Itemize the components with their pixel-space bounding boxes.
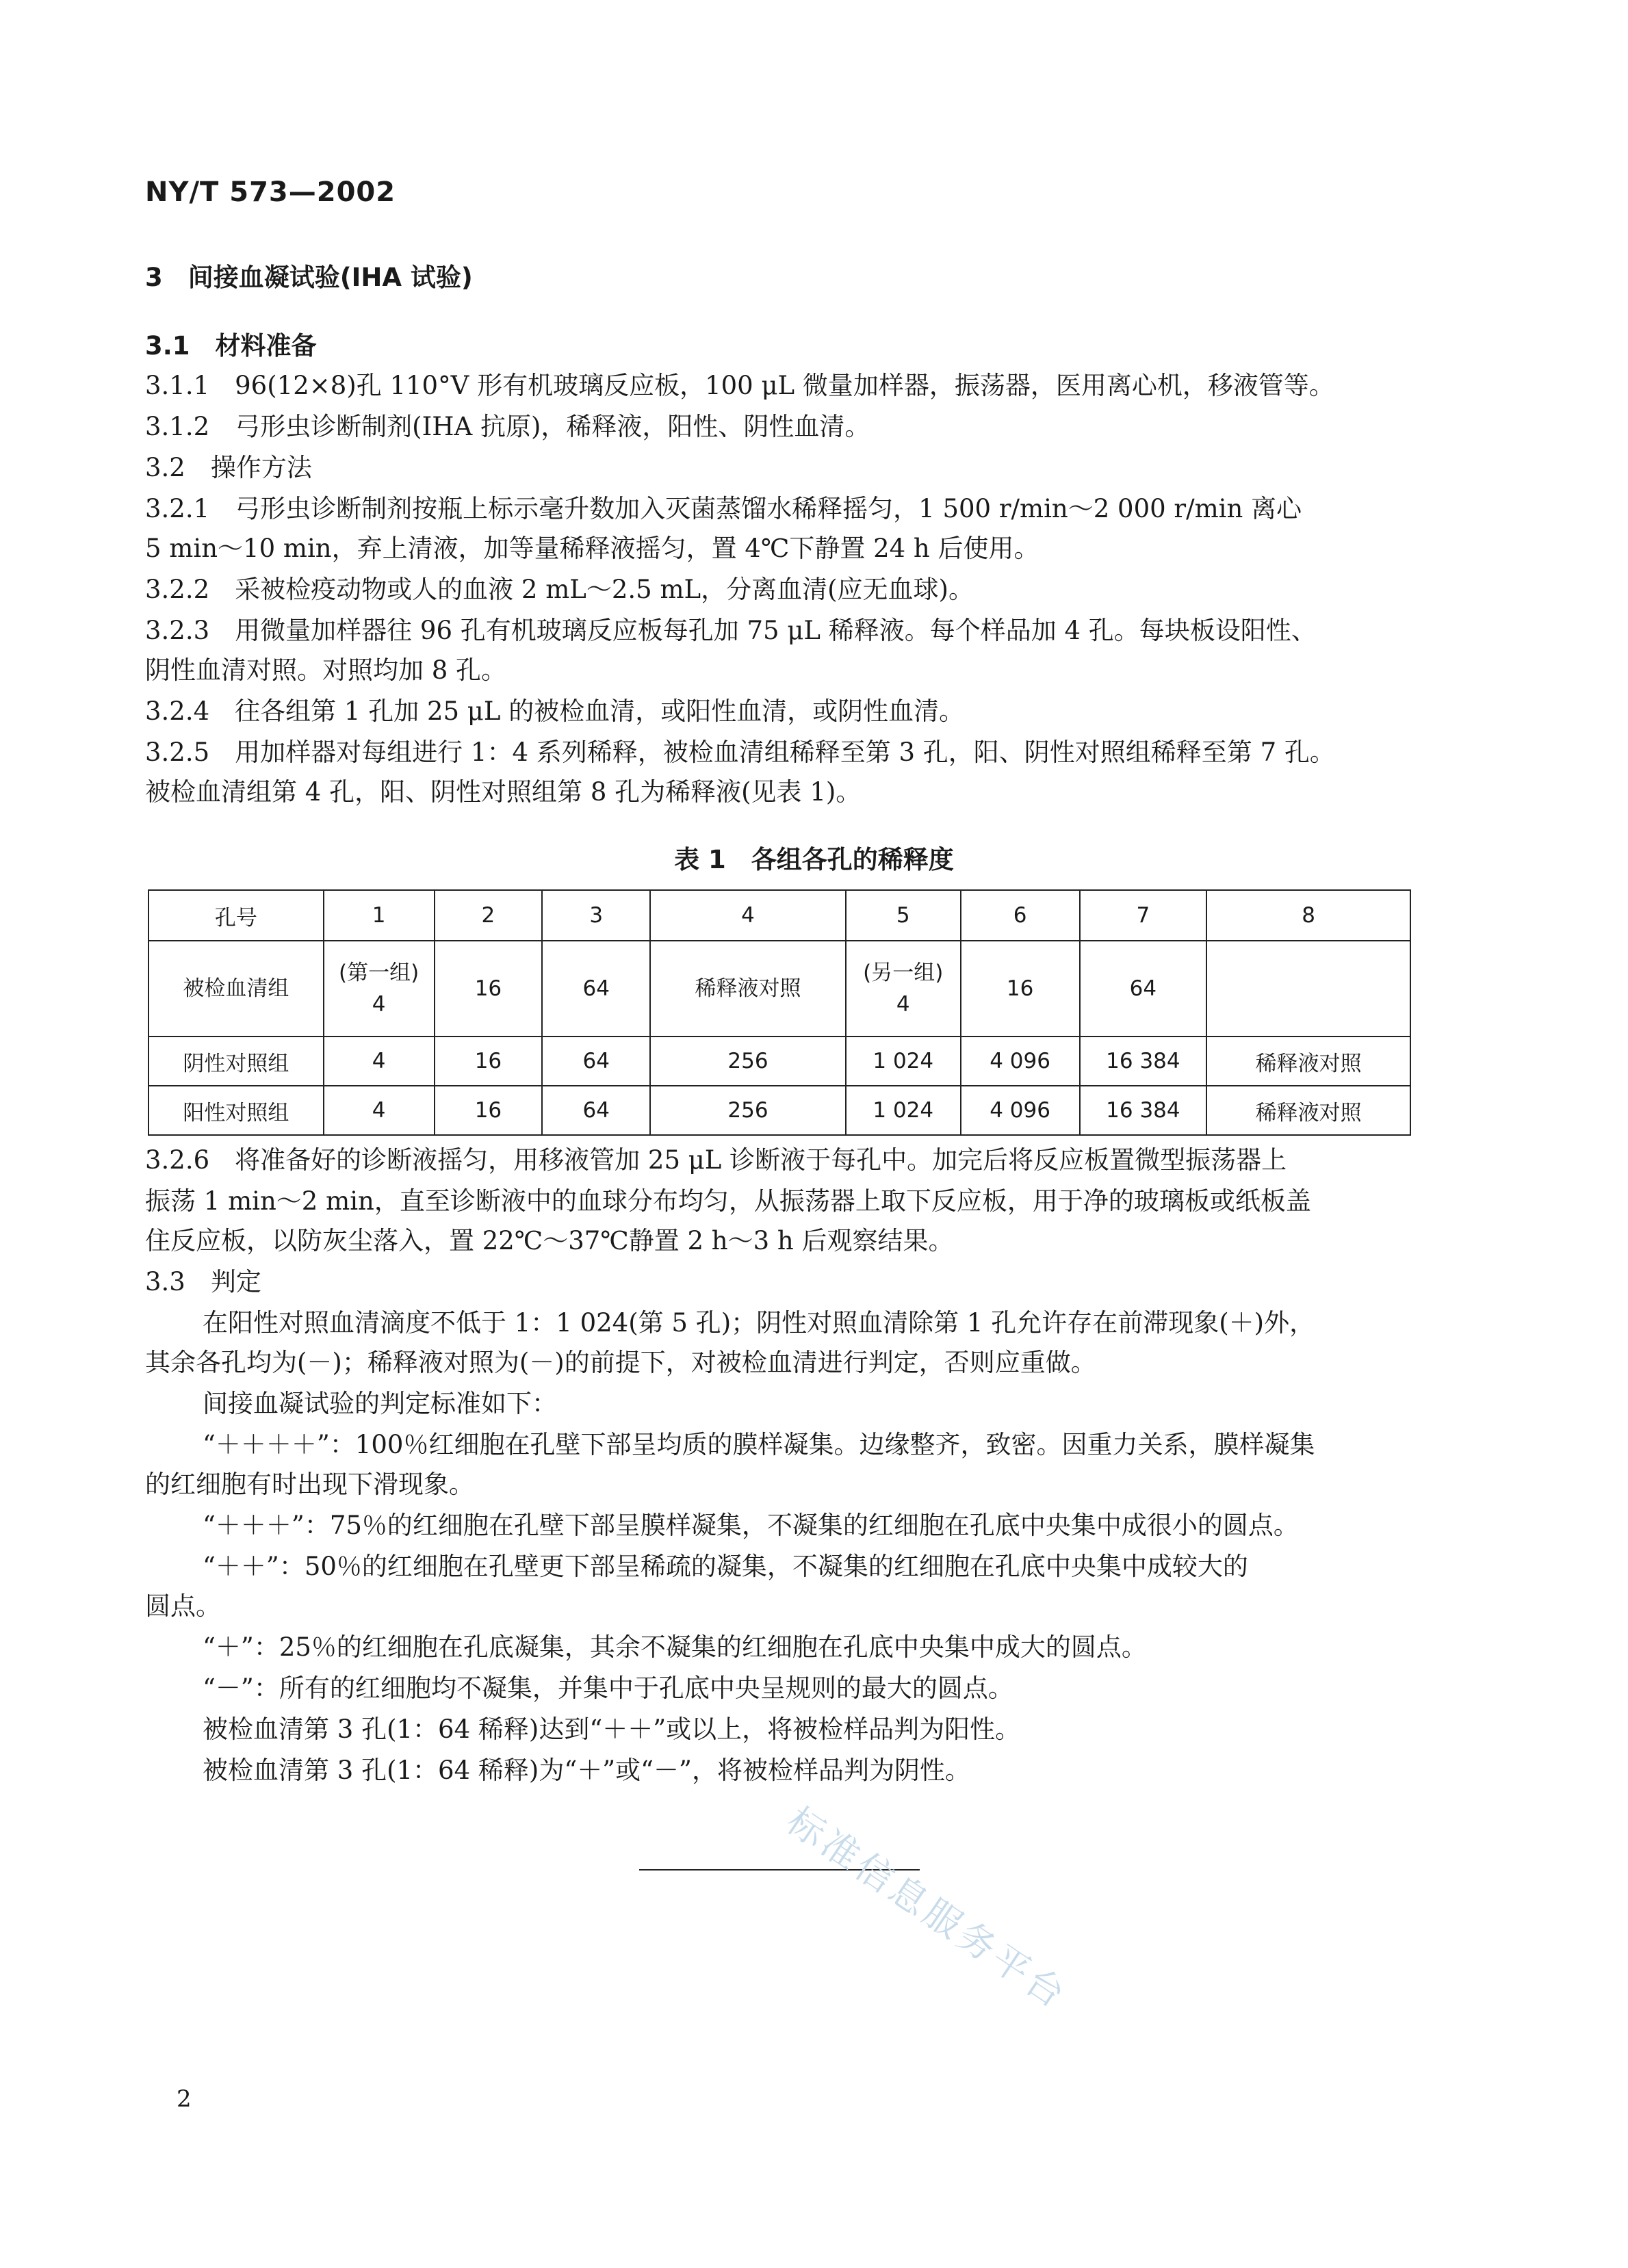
paragraph: 3.2.6 将准备好的诊断液摇匀，用移液管加 25 μL 诊断液于每孔中。加完后将反应板置微型振荡器上 [145,1145,1287,1175]
paragraph: 3.2.5 用加样器对每组进行 1：4 系列稀释，被检血清组稀释至第 3 孔，阳、阴性对照组稀释至第 7 孔。 [145,738,1335,767]
paragraph: 被检血清第 3 孔(1：64 稀释)达到“＋＋”或以上，将被检样品判为阳性。 [203,1715,1021,1744]
paragraph: 被检血清第 3 孔(1：64 稀释)为“＋”或“－”，将被检样品判为阴性。 [203,1756,970,1785]
table-header-cell: 8 [1206,890,1410,941]
paragraph: 住反应板，以防灰尘落入，置 22℃～37℃静置 2 h～3 h 后观察结果。 [145,1226,954,1255]
table-header-cell: 1 [324,890,435,941]
table-cell: 4 [324,1086,435,1135]
paragraph: 3.2.2 采被检疫动物或人的血液 2 mL～2.5 mL，分离血清(应无血球)。 [145,575,974,604]
paragraph: 其余各孔均为(－)；稀释液对照为(－)的前提下，对被检血清进行判定，否则应重做。 [145,1348,1096,1377]
cell-value: 4 [896,992,910,1017]
paragraph: 振荡 1 min～2 min，直至诊断液中的血球分布均匀，从振荡器上取下反应板，用于净的玻璃板或纸板盖 [145,1186,1311,1216]
table-header-cell: 孔号 [148,890,324,941]
subsection-title: 3.1 材料准备 [145,331,317,361]
paragraph: “＋”：25％的红细胞在孔底凝集，其余不凝集的红细胞在孔底中央集中成大的圆点。 [203,1632,1147,1662]
page-number: 2 [177,2085,192,2113]
table-cell: 64 [542,1086,650,1135]
paragraph: 在阳性对照血清滴度不低于 1：1 024(第 5 孔)；阴性对照血清除第 1 孔允许存在前滞现象(＋)外， [203,1308,1315,1338]
table-header-cell: 2 [435,890,543,941]
table-cell: 4 [324,1037,435,1086]
paragraph: 间接血凝试验的判定标准如下： [203,1389,557,1418]
paragraph: 被检血清组第 4 孔，阳、阴性对照组第 8 孔为稀释液(见表 1)。 [145,777,862,807]
table-cell: 4 096 [961,1037,1080,1086]
table-header-cell: 4 [650,890,846,941]
subsection-title: 3.2 操作方法 [145,453,312,482]
row-label: 被检血清组 [148,941,324,1037]
table-cell: 16 [435,1086,543,1135]
table-cell: 16 384 [1080,1037,1207,1086]
table-header-cell: 5 [846,890,961,941]
table-row [148,1037,1410,1086]
paragraph: 3.2.3 用微量加样器往 96 孔有机玻璃反应板每孔加 75 μL 稀释液。每个样品加 4 孔。每块板设阳性、 [145,616,1317,645]
table-cell: 1 024 [846,1037,961,1086]
table-cell [846,941,961,1037]
paragraph: “＋＋＋”：75％的红细胞在孔壁下部呈膜样凝集，不凝集的红细胞在孔底中央集中成很小的圆点。 [203,1511,1299,1540]
row-label: 阴性对照组 [148,1037,324,1086]
table-header-cell: 6 [961,890,1080,941]
group-note: (第一组) [338,961,419,985]
table-cell [1206,941,1410,1037]
table-cell: 16 [435,1037,543,1086]
table-row [148,1086,1410,1135]
standard-code: NY/T 573—2002 [145,177,396,208]
table-cell: 256 [650,1086,846,1135]
group-note: (另一组) [863,961,944,985]
paragraph: 5 min～10 min，弃上清液，加等量稀释液摇匀，置 4℃下静置 24 h 后使用。 [145,534,1039,563]
table-cell: 1 024 [846,1086,961,1135]
table-cell: 256 [650,1037,846,1086]
row-label: 阳性对照组 [148,1086,324,1135]
paragraph: 3.1.2 弓形虫诊断制剂(IHA 抗原)，稀释液，阳性、阴性血清。 [145,412,870,441]
table-cell: 4 096 [961,1086,1080,1135]
table-cell: 稀释液对照 [1206,1037,1410,1086]
table-cell: 64 [542,941,650,1037]
table-caption: 表 1 各组各孔的稀释度 [674,845,954,874]
table-cell: 16 [961,941,1080,1037]
paragraph: 圆点。 [145,1591,221,1621]
section-title: 3 间接血凝试验(IHA 试验) [145,263,473,292]
paragraph: 3.2.1 弓形虫诊断制剂按瓶上标示毫升数加入灭菌蒸馏水稀释摇匀，1 500 r/min～2 000 r/min 离心 [145,494,1302,523]
subsection-title: 3.3 判定 [145,1267,261,1296]
paragraph: “＋＋”：50％的红细胞在孔壁更下部呈稀疏的凝集，不凝集的红细胞在孔底中央集中成较大的 [203,1552,1248,1581]
table-header-cell: 7 [1080,890,1207,941]
dilution-table [148,889,1411,1136]
cell-value: 4 [372,992,386,1017]
paragraph: 3.2.4 往各组第 1 孔加 25 μL 的被检血清，或阳性血清，或阴性血清。 [145,696,965,726]
table-row [148,941,1410,1037]
paragraph: 3.1.1 96(12×8)孔 110°V 形有机玻璃反应板，100 μL 微量加样器，振荡器，医用离心机，移液管等。 [145,371,1334,400]
paragraph: “－”：所有的红细胞均不凝集，并集中于孔底中央呈规则的最大的圆点。 [203,1673,1013,1703]
paragraph: 阴性血清对照。对照均加 8 孔。 [145,655,507,685]
table-cell: 稀释液对照 [1206,1086,1410,1135]
table-header-cell: 3 [542,890,650,941]
table-cell: 稀释液对照 [650,941,846,1037]
paragraph: 的红细胞有时出现下滑现象。 [145,1470,474,1499]
table-cell: 64 [1080,941,1207,1037]
table-cell: 64 [542,1037,650,1086]
table-header-row [148,890,1410,941]
table-cell: 16 [435,941,543,1037]
paragraph: “＋＋＋＋”：100％红细胞在孔壁下部呈均质的膜样凝集。边缘整齐，致密。因重力关系，膜样凝集 [203,1430,1315,1459]
watermark: 标准信息服务平台 [779,1799,1076,2018]
table-cell [324,941,435,1037]
table-cell: 16 384 [1080,1086,1207,1135]
